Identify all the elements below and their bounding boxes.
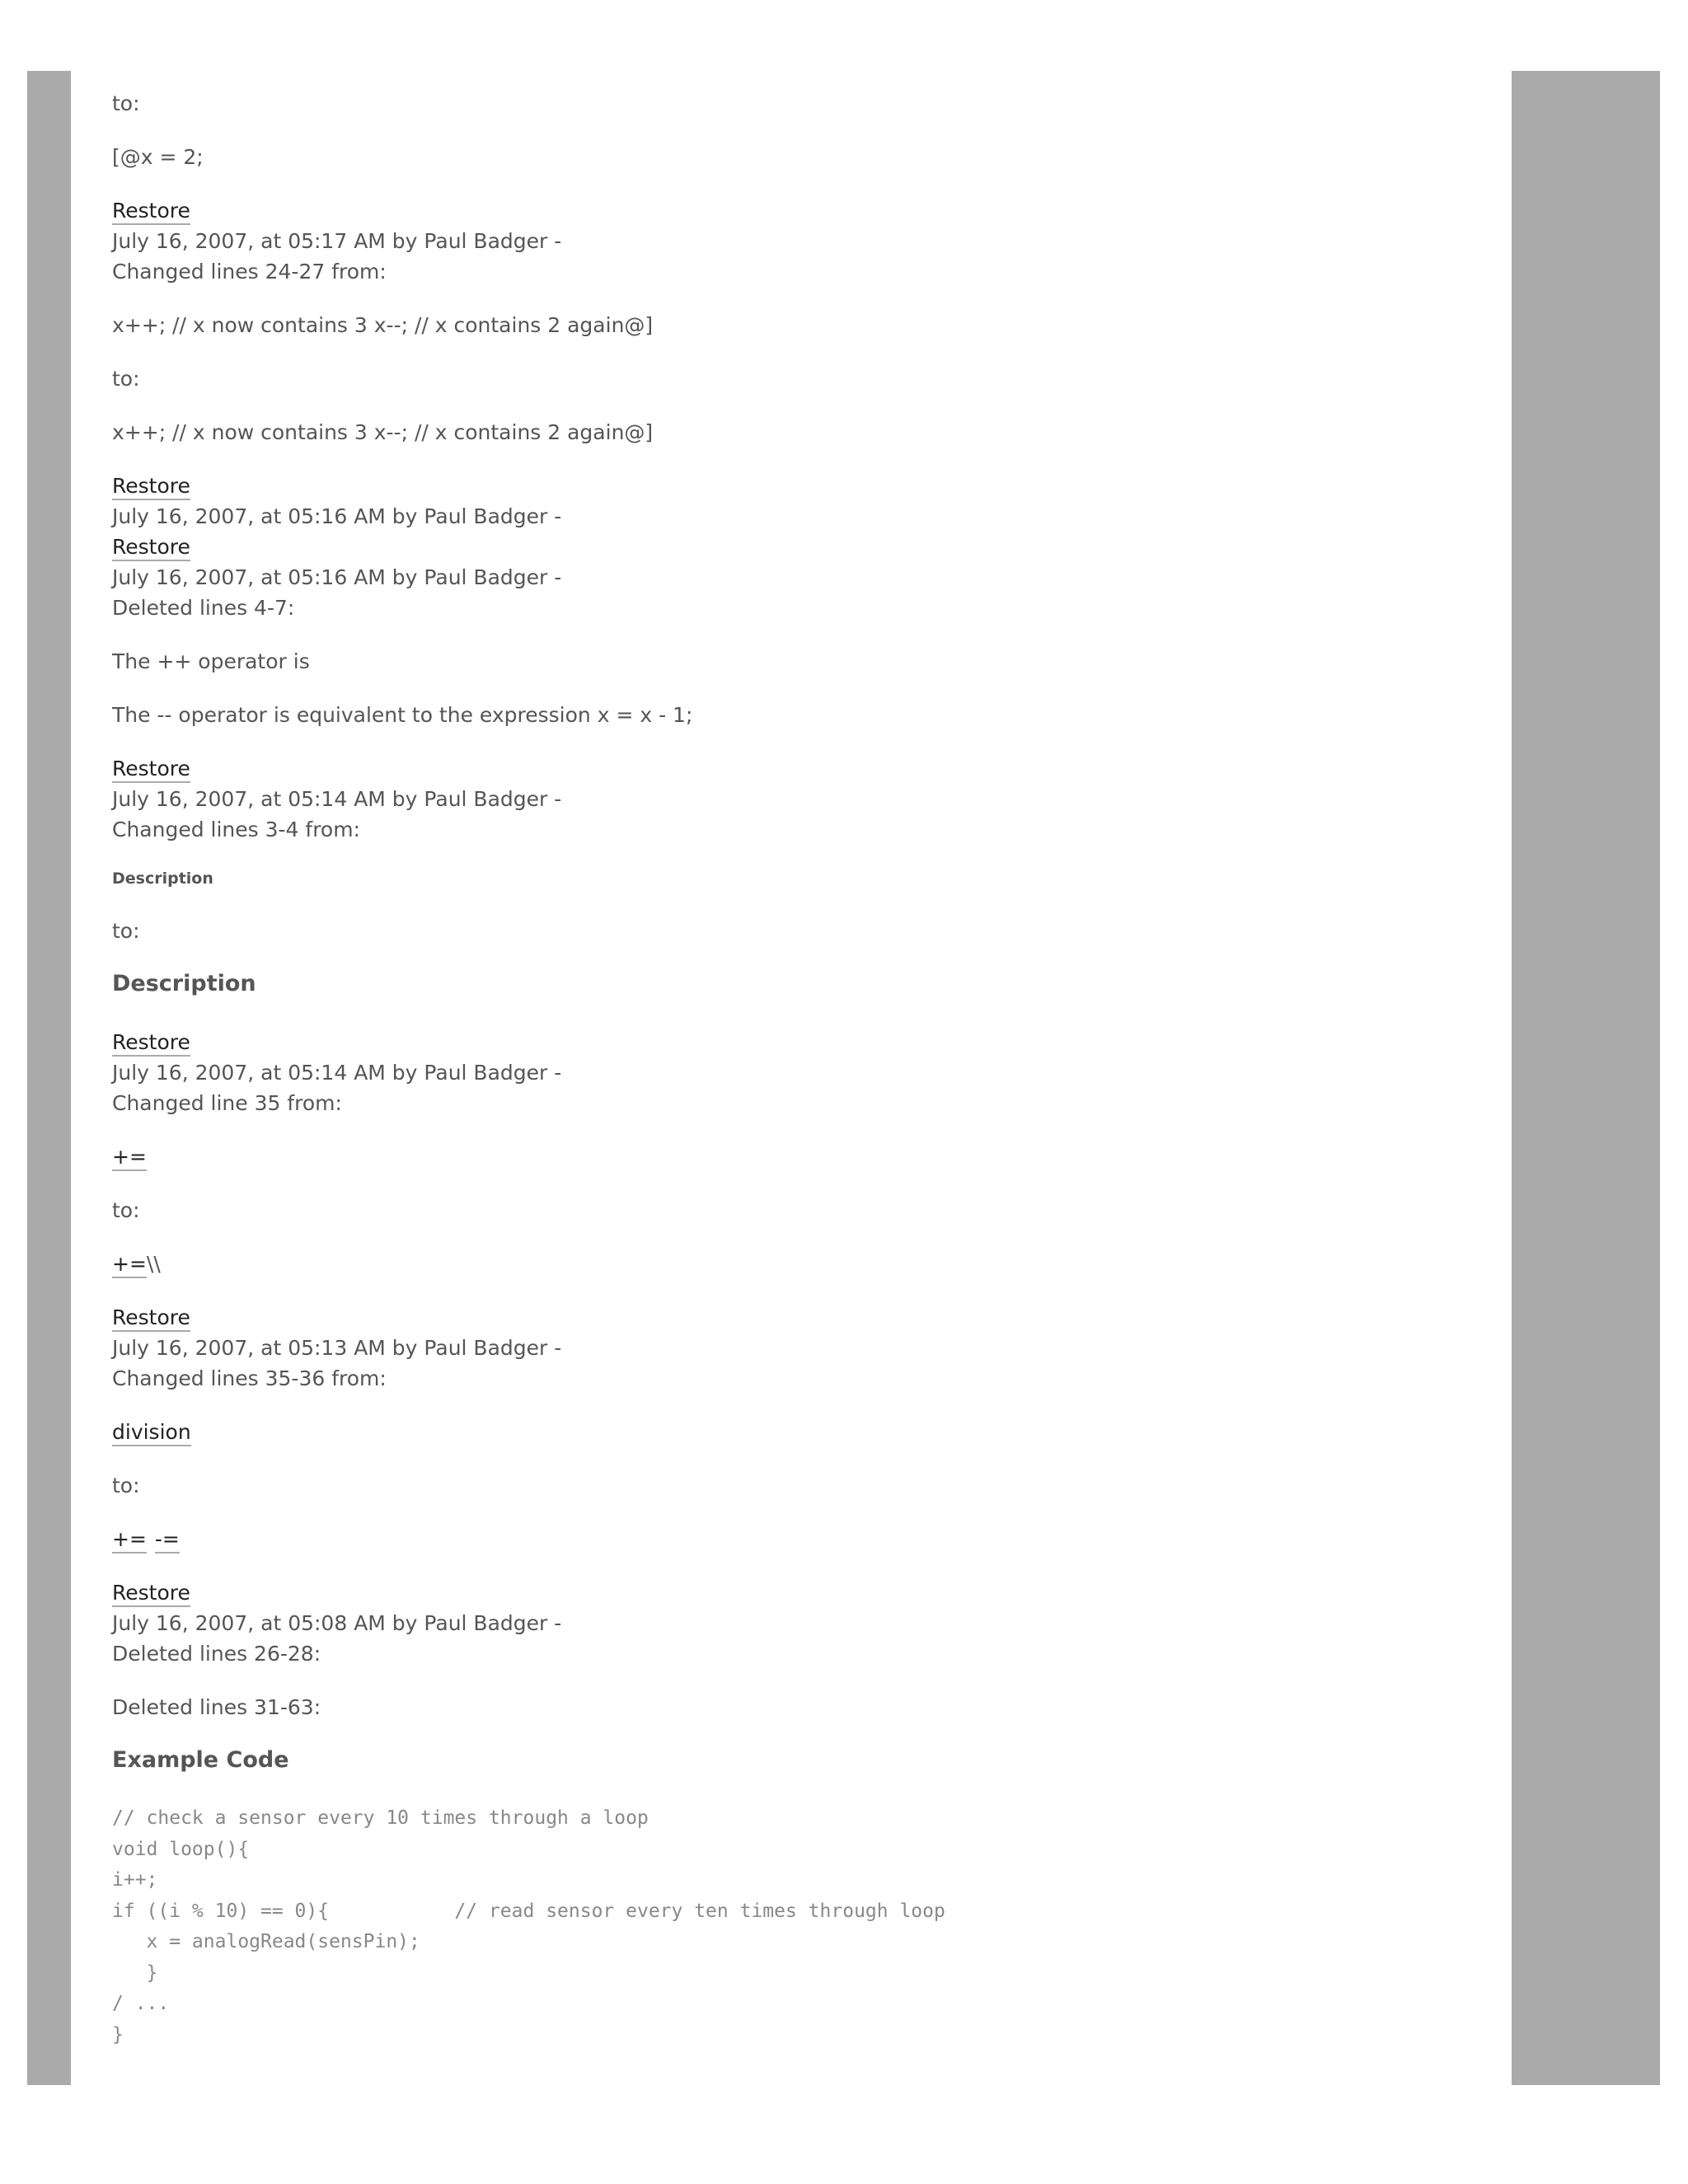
- entry-date: July 16, 2007, at 05:14 AM by Paul Badger -: [112, 787, 562, 811]
- history-entry: [112, 471, 1497, 623]
- code-line: }: [112, 1961, 158, 1984]
- example-code-block: [112, 1803, 1497, 2050]
- section-heading: Description: [112, 971, 256, 996]
- entry-change: Changed line 35 from:: [112, 1091, 342, 1115]
- text-line: to:: [112, 367, 140, 391]
- division-link[interactable]: division: [112, 1420, 191, 1446]
- history-entry: [112, 195, 1497, 287]
- code-line: // check a sensor every 10 times through a loop: [112, 1807, 649, 1829]
- plus-equals-link[interactable]: +=: [112, 1145, 147, 1171]
- history-entry: [112, 1027, 1497, 1118]
- code-line: i++;: [112, 1869, 158, 1891]
- text-line: The ++ operator is: [112, 649, 310, 673]
- entry-date: July 16, 2007, at 05:16 AM by Paul Badger -: [112, 504, 562, 528]
- restore-link[interactable]: Restore: [112, 1581, 190, 1607]
- right-sidebar: [1512, 71, 1660, 2085]
- section-heading-small: Description: [112, 869, 213, 888]
- backslash-text: \\: [146, 1252, 161, 1276]
- code-line: void loop(){: [112, 1838, 250, 1860]
- restore-link[interactable]: Restore: [112, 1030, 190, 1057]
- entry-change: Deleted lines 4-7:: [112, 596, 295, 620]
- entry-change: Changed lines 3-4 from:: [112, 818, 361, 841]
- plus-equals-link[interactable]: +=: [112, 1252, 147, 1278]
- restore-link[interactable]: Restore: [112, 535, 190, 561]
- text-line: x++; // x now contains 3 x--; // x contains 2 again@]: [112, 313, 654, 337]
- text-line: to:: [112, 91, 140, 115]
- text-line: The -- operator is equivalent to the expression x = x - 1;: [112, 703, 693, 727]
- code-line: if ((i % 10) == 0){ // read sensor every ten times through loop: [112, 1900, 945, 1922]
- entry-change: Changed lines 24-27 from:: [112, 260, 387, 284]
- entry-date: July 16, 2007, at 05:16 AM by Paul Badger -: [112, 565, 562, 589]
- left-margin-bar: [27, 71, 71, 2085]
- text-line: to:: [112, 1198, 140, 1222]
- code-line: x = analogRead(sensPin);: [112, 1931, 420, 1952]
- restore-link[interactable]: Restore: [112, 474, 190, 500]
- minus-equals-link[interactable]: -=: [155, 1527, 180, 1554]
- text-line: Deleted lines 31-63:: [112, 1695, 321, 1719]
- entry-date: July 16, 2007, at 05:17 AM by Paul Badger -: [112, 229, 562, 253]
- plus-equals-link[interactable]: +=: [112, 1527, 147, 1554]
- text-line: to:: [112, 919, 140, 943]
- history-entry: [112, 753, 1497, 845]
- restore-link[interactable]: Restore: [112, 1305, 190, 1332]
- code-line: / ...: [112, 1993, 170, 2014]
- history-entry: [112, 1577, 1497, 1669]
- code-line: }: [112, 2023, 124, 2046]
- restore-link[interactable]: Restore: [112, 199, 190, 225]
- entry-change: Changed lines 35-36 from:: [112, 1366, 387, 1390]
- text-line: to:: [112, 1474, 140, 1497]
- entry-change: Deleted lines 26-28:: [112, 1642, 321, 1666]
- entry-date: July 16, 2007, at 05:08 AM by Paul Badger -: [112, 1611, 562, 1635]
- text-line: [@x = 2;: [112, 145, 204, 169]
- page-history-content: [112, 88, 1497, 2050]
- section-heading: Example Code: [112, 1747, 289, 1773]
- entry-date: July 16, 2007, at 05:13 AM by Paul Badger -: [112, 1336, 562, 1360]
- text-line: x++; // x now contains 3 x--; // x contains 2 again@]: [112, 420, 654, 444]
- history-entry: [112, 1302, 1497, 1394]
- entry-date: July 16, 2007, at 05:14 AM by Paul Badger -: [112, 1061, 562, 1085]
- restore-link[interactable]: Restore: [112, 757, 190, 783]
